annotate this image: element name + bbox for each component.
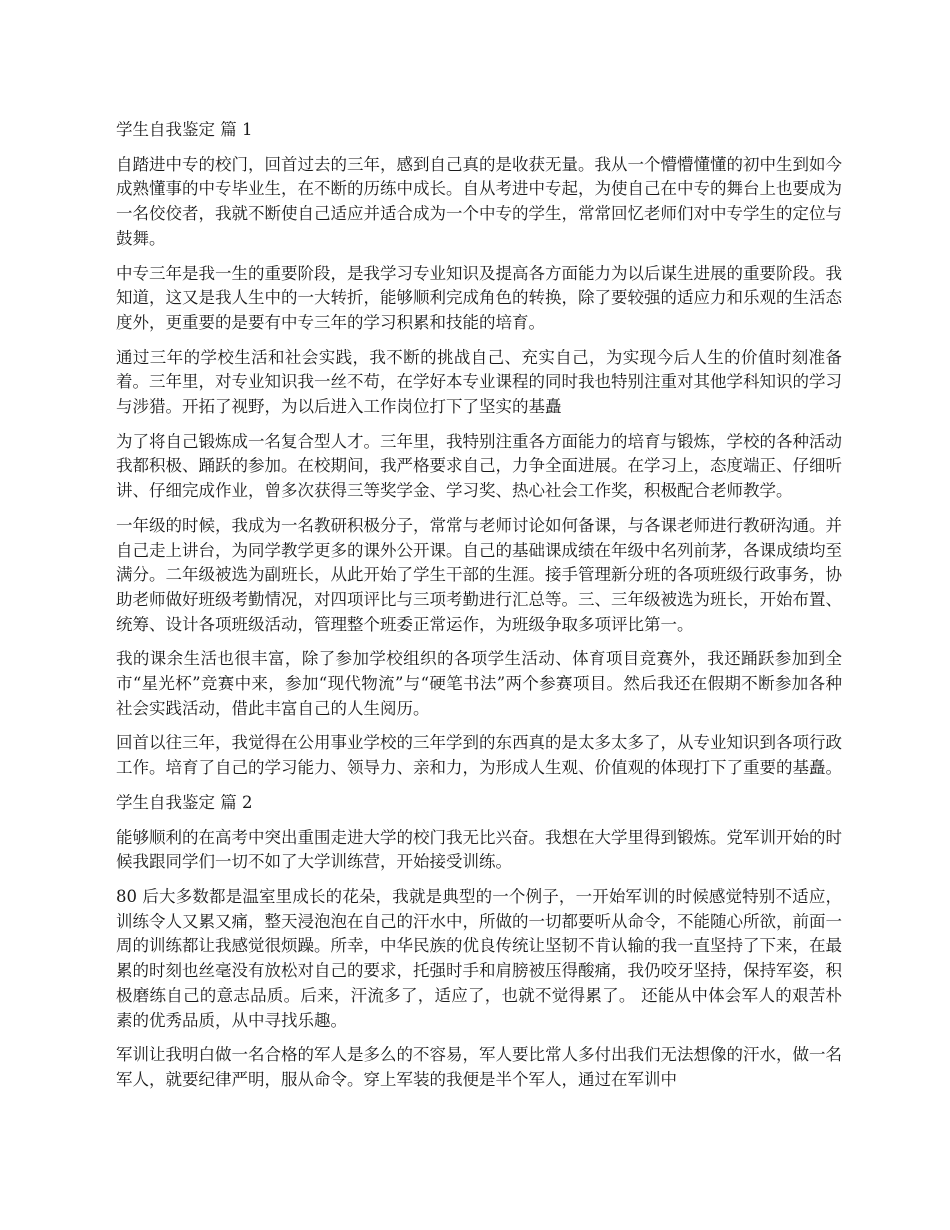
paragraph: 中专三年是我一生的重要阶段，是我学习专业知识及提高各方面能力为以后谋生进展的重要阶段。我知道，这又是我人生中的一大转折，能够顺利完成角色的转换，除了要较强的适应力和乐观的生活态度外，更重要的是要有中专三年的学习积累和技能的培育。: [116, 263, 842, 332]
paragraph: 能够顺利的在高考中突出重围走进大学的校门我无比兴奋。我想在大学里得到锻炼。党军训开始的时候我跟同学们一切不如了大学训练营，开始接受训练。: [116, 827, 842, 872]
paragraph: 80 后大多数都是温室里成长的花朵，我就是典型的一个例子，一开始军训的时候感觉特别不适应，训练令人又累又痛，整天浸泡泡在自己的汗水中，所做的一切都要听从命令，不能随心所欲，前面一周的训练都让我感觉很烦躁。所幸，中华民族的优良传统让坚韧不肯认输的我一直坚持了下来，在最累的时刻也丝毫没有放松对自己的要求，托强时手和肩膀被压得酸痛，我仍咬牙坚持，保持军姿，积极磨练自己的意志品质。后来，汗流多了，适应了，也就不觉得累了。 还能从中体会军人的艰苦朴素的优秀品质，从中寻找乐趣。: [116, 886, 842, 1030]
paragraph: 一年级的时候，我成为一名教研积极分子，常常与老师讨论如何备课，与各课老师进行教研沟通。并自己走上讲台，为同学教学更多的课外公开课。自己的基础课成绩在年级中名列前茅，各课成绩均至满分。二年级被选为副班长，从此开始了学生干部的生涯。接手管理新分班的各项班级行政事务，协助老师做好班级考勤情况，对四项评比与三项考勤进行汇总等。三、三年级被选为班长，开始布置、统筹、设计各项班级活动，管理整个班委正常运作，为班级争取多项评比第一。: [116, 515, 842, 634]
section-1: [116, 118, 842, 781]
paragraph: 通过三年的学校生活和社会实践，我不断的挑战自己、充实自己，为实现今后人生的价值时刻准备着。三年里，对专业知识我一丝不苟，在学好本专业课程的同时我也特别注重对其他学科知识的学习与涉猎。开拓了视野，为以后进入工作岗位打下了坚实的基矗: [116, 347, 842, 417]
paragraph: 军训让我明白做一名合格的军人是多么的不容易，军人要比常人多付出我们无法想像的汗水，做一名军人，就要纪律严明，服从命令。穿上军装的我便是半个军人，通过在军训中: [116, 1045, 842, 1089]
paragraph: 回首以往三年，我觉得在公用事业学校的三年学到的东西真的是太多太多了，从专业知识到各项行政工作。培育了自己的学习能力、领导力、亲和力，为形成人生观、价值观的体现打下了重要的基矗。: [116, 733, 842, 778]
section-2: [116, 791, 842, 1093]
document-page: [116, 118, 842, 1103]
paragraph: 为了将自己锻炼成一名复合型人才。三年里，我特别注重各方面能力的培育与锻炼，学校的各种活动我都积极、踊跃的参加。在校期间，我严格要求自己，力争全面进展。在学习上，态度端正、仔细听讲、仔细完成作业，曾多次获得三等奖学金、学习奖、热心社会工作奖，积极配合老师教学。: [116, 431, 842, 501]
paragraph: 我的课余生活也很丰富，除了参加学校组织的各项学生活动、体育项目竞赛外，我还踊跃参加到全市“星光杯”竞赛中来，参加“现代物流”与“硬笔书法”两个参赛项目。然后我还在假期不断参加各种社会实践活动，借此丰富自己的人生阅历。: [116, 649, 842, 718]
section-heading: 学生自我鉴定 篇 2: [116, 792, 253, 812]
paragraph: 自踏进中专的校门，回首过去的三年，感到自己真的是收获无量。我从一个懵懵懂懂的初中生到如今成熟懂事的中专毕业生，在不断的历练中成长。自从考进中专起，为使自己在中专的舞台上也要成为一名佼佼者，我就不断使自己适应并适合成为一个中专的学生，常常回忆老师们对中专学生的定位与鼓舞。: [116, 154, 842, 248]
section-heading: 学生自我鉴定 篇 1: [116, 120, 253, 139]
